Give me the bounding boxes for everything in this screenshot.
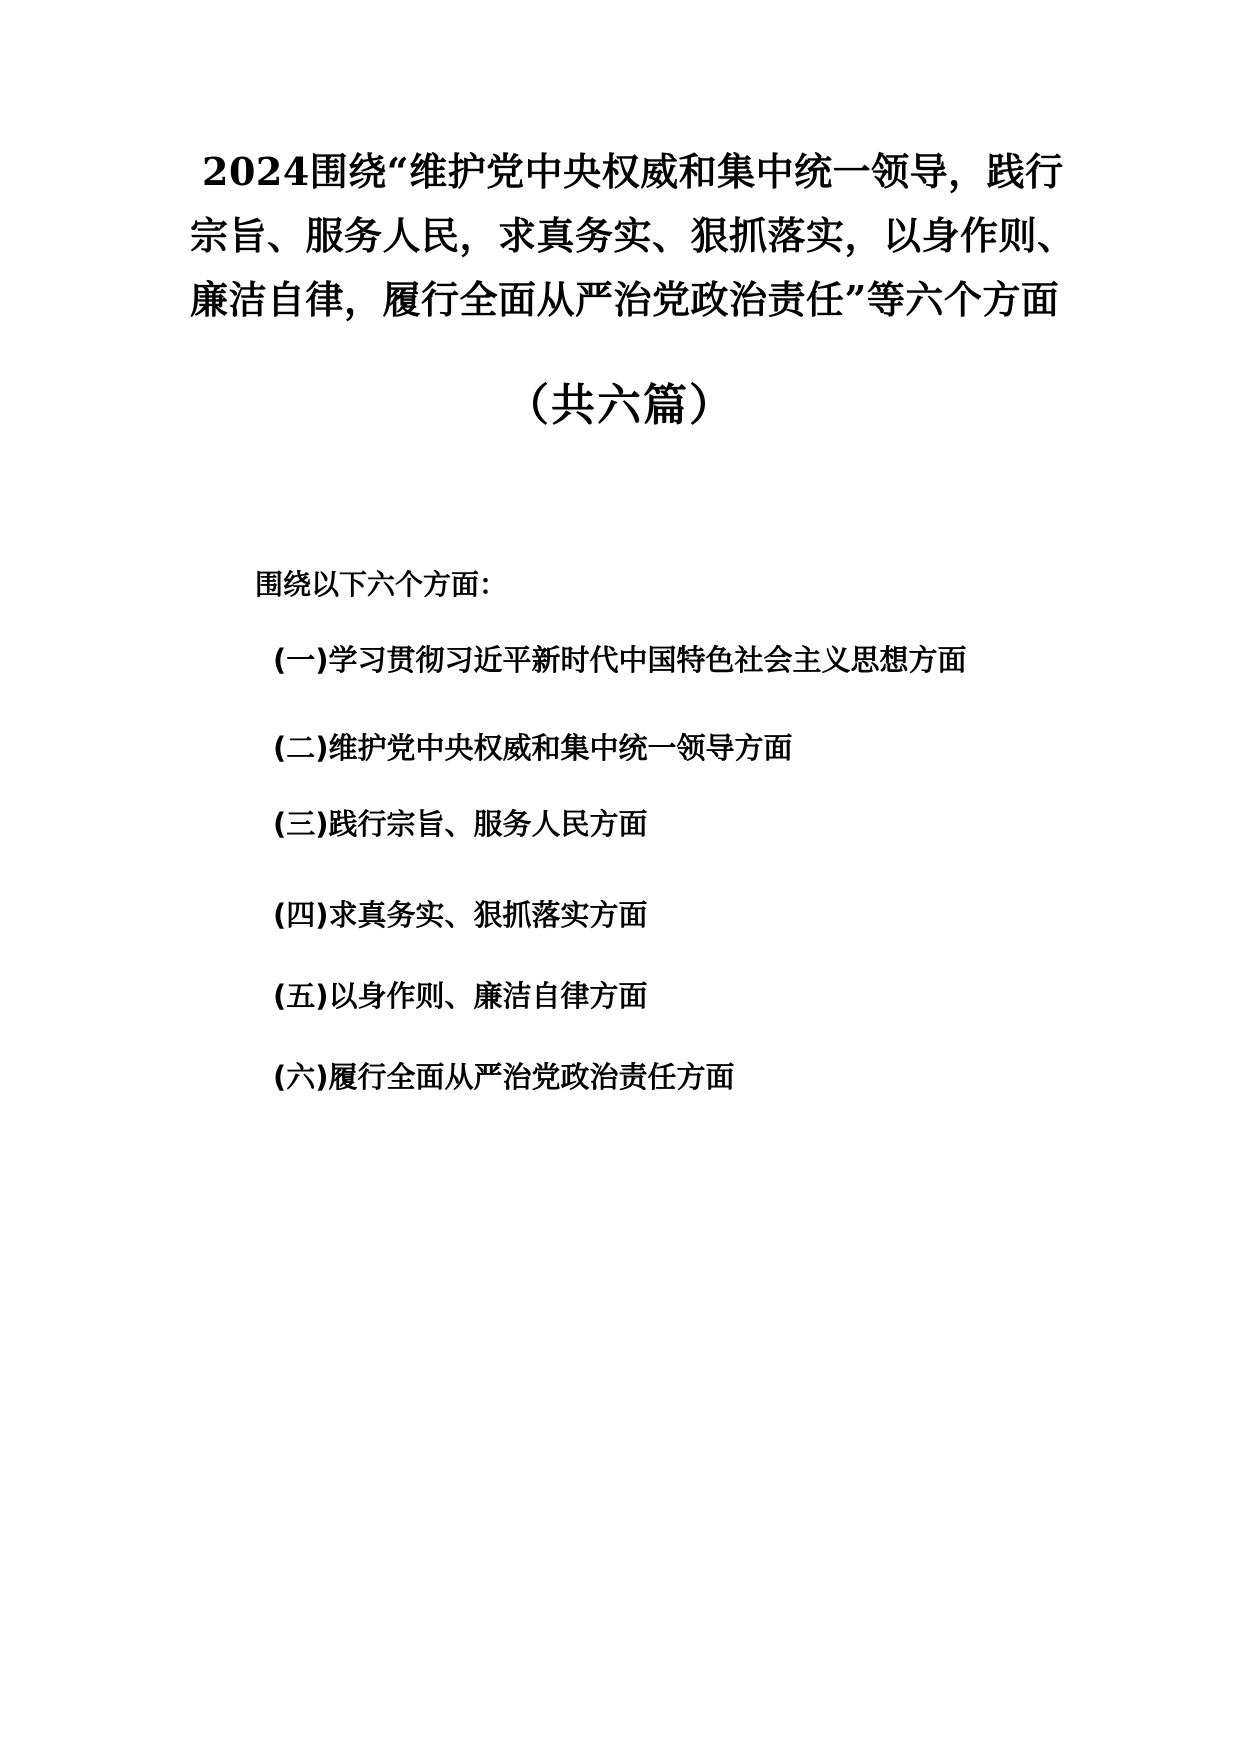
title-line-1: 2024围绕“维护党中央权威和集中统一领导，践行 xyxy=(202,149,1064,194)
aspect-item-1: (一)学习贯彻习近平新时代中国特色社会主义思想方面 xyxy=(273,643,967,677)
aspect-item-4: (四)求真务实、狠抓落实方面 xyxy=(273,898,648,932)
intro-text: 围绕以下六个方面： xyxy=(255,568,508,601)
document-title xyxy=(150,140,1090,332)
aspect-item-2: (二)维护党中央权威和集中统一领导方面 xyxy=(273,731,793,765)
title-line-3: 廉洁自律，履行全面从严治党政治责任”等六个方面 xyxy=(190,277,1060,322)
aspect-item-3: (三)践行宗旨、服务人民方面 xyxy=(273,807,648,841)
title-line-2: 宗旨、服务人民，求真务实、狠抓落实，以身作则、 xyxy=(190,213,1076,258)
aspect-item-6: (六)履行全面从严治党政治责任方面 xyxy=(273,1060,735,1094)
aspect-item-5: (五)以身作则、廉洁自律方面 xyxy=(273,979,648,1013)
document-subtitle: （共六篇） xyxy=(505,380,735,431)
